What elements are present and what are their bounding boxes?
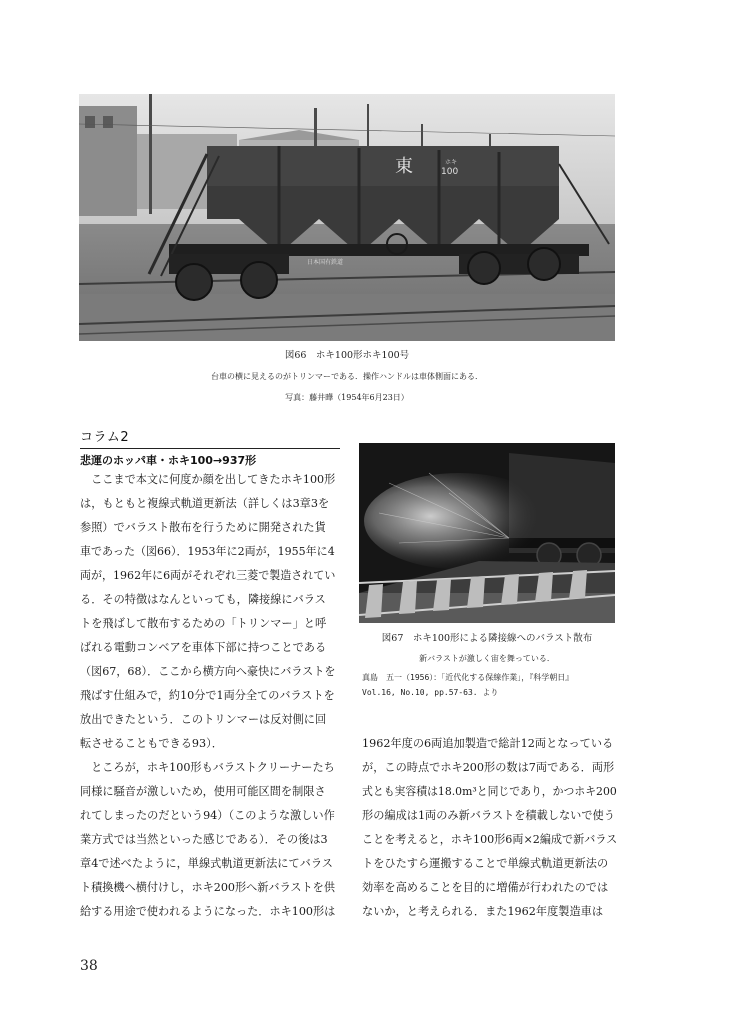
left-line: トを飛ばして散布するための「トリンマー」と呼 [80,617,327,630]
left-line: ト積換機へ横付けし，ホキ200形へ新バラストを供 [80,881,335,894]
figure66-photo [79,94,615,341]
left-line: は，もともと複線式軌道更新法（詳しくは3章3を [80,497,330,510]
right-line: 式とも実容積は18.0m³と同じであり，かつホキ200 [362,785,617,798]
left-line: （図67，68）．ここから横方向へ豪快にバラストを [80,665,336,678]
left-line: 両が，1962年に6両がそれぞれ三菱で製造されてい [80,569,336,582]
left-line: 転させることもできる93）． [80,737,223,750]
car-marking-owner: 日本国有鉄道 [307,259,344,266]
left-line: れてしまったのだという94）（このような激しい作 [80,809,335,822]
column-subtitle: 悲運のホッパ車・ホキ100→937形 [80,454,257,467]
right-line: ないか，と考えられる．また1962年度製造車は [362,905,604,918]
left-line: 参照）でバラスト散布を行うために開発された貨 [80,521,326,534]
left-line: 給する用途で使われるようになった．ホキ100形は [80,905,336,918]
right-line: 1962年度の6両追加製造で総計12両となっている [362,737,614,750]
right-line: が，この時点でホキ200形の数は7両である．両形 [362,761,615,774]
figure67-note: 新バラストが激しく宙を舞っている． [419,654,555,663]
figure67-credit-line1: 真島 五一（1956）：「近代化する保線作業」，『科学朝日』 [362,673,574,682]
figure66-caption: 図66 ホキ100形ホキ100号 [284,350,410,361]
figure67-photo [359,443,615,623]
right-line: 効率を高めることを目的に増備が行われたのでは [362,881,609,894]
right-line: トをひたすら運搬することで単線式軌道更新法の [362,857,609,870]
left-line: 飛ばす仕組みで，約10分で1両分全てのバラストを [80,689,335,702]
page-number: 38 [80,958,98,974]
left-line: ところが，ホキ100形もバラストクリーナーたち [80,761,335,774]
right-line: ことを考えると，ホキ100形6両×2編成で新バラス [362,833,618,846]
left-line: 車であった（図66）．1953年に2両が，1955年に4 [80,545,335,558]
figure66-credit: 写真：藤井曄（1954年6月23日） [285,393,409,402]
left-line: る．その特徴はなんといっても，隣接線にバラス [80,593,326,606]
car-marking-number: 100 [441,167,459,177]
column-heading: コラム2 [80,426,340,449]
left-line: 業方式では当然といった感じである）．その後は3 [80,833,328,846]
right-line: 形の編成は1両のみ新バラストを積載しないで使う [362,809,615,822]
figure67-caption: 図67 ホキ100形による隣接線へのバラスト散布 [381,633,593,644]
left-line: 放出できたという．このトリンマーは反対側に回 [80,713,327,726]
left-line: ばれる電動コンベアを車体下部に持つことである [80,641,327,654]
figure67-credit-line2: Vol.16, No.10, pp.57-63. より [362,688,499,697]
left-line: ここまで本文に何度か顔を出してきたホキ100形 [80,473,336,486]
car-marking-kanji: 東 [395,156,413,177]
left-line: 同様に騒音が激しいため，使用可能区間を制限さ [80,785,326,798]
car-marking-type: ホキ [445,159,458,166]
figure66-note: 台車の横に見えるのがトリンマーである．操作ハンドルは車体側面にある． [211,372,483,381]
left-line: 章4で述べたように，単線式軌道更新法にてバラス [80,857,333,870]
